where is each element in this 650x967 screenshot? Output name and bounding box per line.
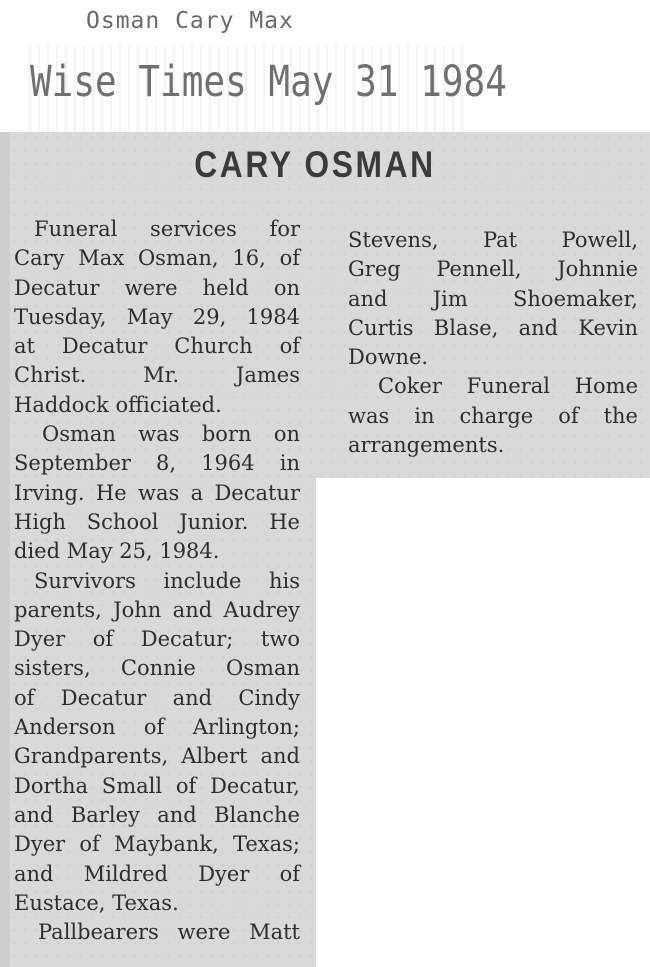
text-line: Osman was born on <box>42 422 300 447</box>
handtyped-source-date: Wise Times May 31 1984 <box>30 58 507 107</box>
blank-paper-area <box>316 478 650 967</box>
text-line: parents, John and Audrey <box>14 597 300 622</box>
text-line: of Decatur and Cindy <box>14 685 300 710</box>
text-line: Eustace, Texas. <box>14 890 179 915</box>
text-line: arrangements. <box>348 433 505 458</box>
text-line: died May 25, 1984. <box>14 539 220 564</box>
text-line: Haddock officiated. <box>14 392 222 417</box>
text-line: Decatur were held on <box>14 275 300 300</box>
text-line: Downe. <box>348 345 429 370</box>
text-line: and Mildred Dyer of <box>14 861 300 886</box>
text-line: High School Junior. He <box>14 509 300 534</box>
text-line: at Decatur Church of <box>14 334 300 359</box>
text-line: Dyer of Maybank, Texas; <box>14 832 300 857</box>
text-line: Funeral services for <box>34 217 300 241</box>
handtyped-name-note: Osman Cary Max <box>86 8 294 34</box>
text-line: Curtis Blase, and Kevin <box>348 315 638 340</box>
text-line: September 8, 1964 in <box>14 451 300 476</box>
text-line: Stevens, Pat Powell, <box>348 228 638 252</box>
text-line: and Jim Shoemaker, <box>348 286 638 311</box>
text-line: Survivors include his <box>34 568 300 593</box>
text-line: Tuesday, May 29, 1984 <box>14 304 300 329</box>
text-line: Dortha Small of Decatur, <box>14 773 300 798</box>
text-line: Christ. Mr. James <box>14 363 300 388</box>
text-line: sisters, Connie Osman <box>14 656 300 681</box>
obituary-left-column <box>14 215 300 947</box>
obituary-right-column <box>348 226 638 460</box>
obituary-headline: CARY OSMAN <box>194 144 436 185</box>
text-line: Dyer of Decatur; two <box>14 627 300 652</box>
text-line: Grandparents, Albert and <box>14 744 300 769</box>
text-line: Irving. He was a Decatur <box>14 480 300 505</box>
text-line: Greg Pennell, Johnnie <box>348 257 638 282</box>
text-line: Coker Funeral Home <box>378 374 638 399</box>
text-line: and Barley and Blanche <box>14 802 300 827</box>
text-line: was in charge of the <box>348 403 638 428</box>
text-line: Pallbearers were Matt <box>38 920 300 945</box>
text-line: Anderson of Arlington; <box>14 715 300 740</box>
text-line: Cary Max Osman, 16, of <box>14 246 300 271</box>
clipping-edge <box>0 132 10 967</box>
